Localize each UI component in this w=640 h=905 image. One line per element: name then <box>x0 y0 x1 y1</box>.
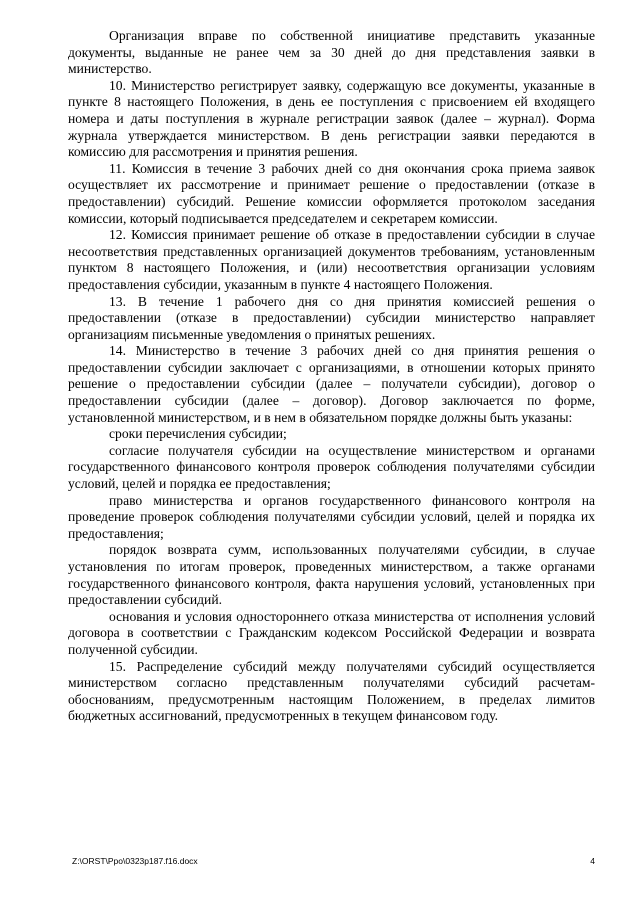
paragraph-15-distribution: 15. Распределение субсидий между получателями субсидий осуществляется министерством согласно представленным получателями субсидий расчетам-обоснованиям, предусмотренным настоящим Положением, в пределах лимитов бюджетных ассигнований, предусмотренных в текущем финансовом году. <box>68 658 595 724</box>
paragraph-11-commission-review: 11. Комиссия в течение 3 рабочих дней со дня окончания срока приема заявок осуществляет их рассмотрение и принимает решение о предоставлении (отказе в предоставлении) субсидий. Решение комиссии оформляется протоколом заседания комиссии, который подписывается председателем и секретарем комиссии. <box>68 160 595 226</box>
list-item-transfer-terms: сроки перечисления субсидии; <box>109 426 287 442</box>
list-item-consent-to-audits: согласие получателя субсидии на осуществление министерством и органами государственного финансового контроля проверок соблюдения получателями субсидии условий, целей и порядка ее предоставления; <box>68 442 595 492</box>
list-item-refund-procedure: порядок возврата сумм, использованных получателями субсидии, в случае установления по итогам проверок, проведенных министерством, а также органами государственного финансового контроля, факта нарушения условий, установленных при предоставлении субсидий. <box>68 542 595 608</box>
document-body <box>68 28 595 725</box>
footer-file-path: Z:\ORST\Ppo\0323p187.f16.docx <box>72 856 198 866</box>
paragraph-documents-submission: Организация вправе по собственной инициативе представить указанные документы, выданные не ранее чем за 30 дней до дня представления заявки в министерство. <box>68 28 595 77</box>
paragraph-12-refusal: 12. Комиссия принимает решение об отказе в предоставлении субсидии в случае несоответствия представленных организацией документов требованиям, установленным пунктом 8 настоящего Положения, и (или) несоответствия организации условиям предоставления субсидии, указанным в пункте 4 настоящего Положения. <box>68 227 595 292</box>
paragraph-10-registration: 10. Министерство регистрирует заявку, содержащую все документы, указанные в пункте 8 настоящего Положения, в день ее поступления с присвоением ей входящего номера и даты поступления в журнале регистрации заявок (далее – журнал). Форма журнала утверждается министерством. В день регистрации заявки передаются в комиссию для рассмотрения и принятия решения. <box>68 77 595 160</box>
list-item-right-to-audit: право министерства и органов государственного финансового контроля на проведение проверок соблюдения получателями субсидии условий, целей и порядка их предоставления; <box>68 492 595 541</box>
paragraph-13-notification: 13. В течение 1 рабочего дня со дня принятия комиссией решения о предоставлении (отказе в предоставлении) субсидии министерство направляет организациям письменные уведомления о принятых решениях. <box>68 293 595 342</box>
list-item-unilateral-refusal: основания и условия одностороннего отказа министерства от исполнения условий договора в соответствии с Гражданским кодексом Российской Федерации и возврата полученной субсидии. <box>68 608 595 657</box>
page-number: 4 <box>590 856 595 866</box>
paragraph-14-agreement: 14. Министерство в течение 3 рабочих дней со дня принятия решения о предоставлении субсидии заключает с организациями, в отношении которых принято решение о предоставлении субсидии (далее – получатели субсидии), договор о предоставлении субсидии (далее – договор). Договор заключается по форме, установленной министерством, и в нем в обязательном порядке должны быть указаны: <box>68 343 595 425</box>
